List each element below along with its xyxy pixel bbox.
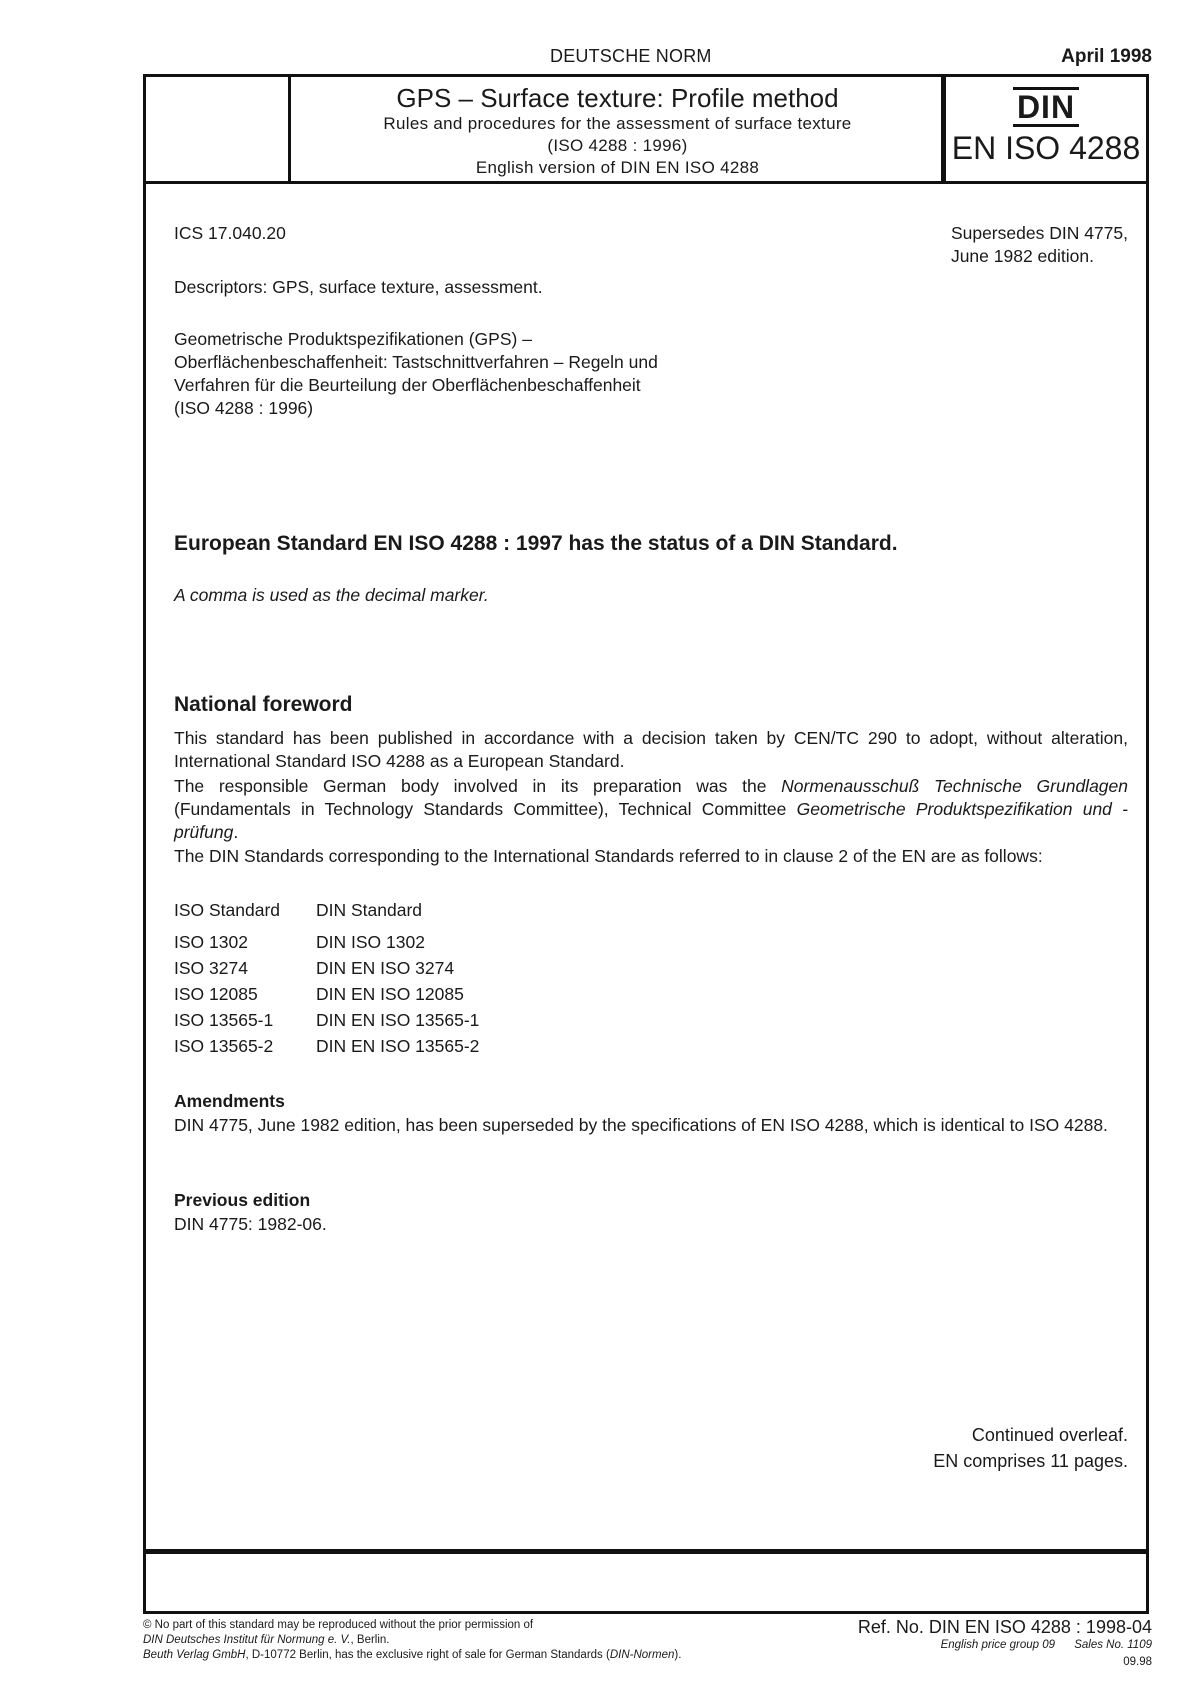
din-standard-cell: DIN ISO 1302 bbox=[316, 932, 425, 952]
iso-standard-cell: ISO 1302 bbox=[174, 932, 248, 952]
din-standard-cell: DIN EN ISO 13565-2 bbox=[316, 1036, 480, 1056]
german-title: Geometrische Produktspezifikationen (GPS) – Oberflächenbeschaffenheit: Tastschnittverfahren – Regeln und Verfahren für die Beurteilung der Oberflächenbeschaffenheit (ISO 4288 : 1996) bbox=[174, 329, 658, 418]
iso-standard-cell: ISO 13565-1 bbox=[174, 1010, 274, 1030]
document-subtitle: Rules and procedures for the assessment of surface texture bbox=[383, 114, 852, 133]
standard-number: EN ISO 4288 bbox=[951, 130, 1141, 166]
din-standard-cell: DIN EN ISO 13565-1 bbox=[316, 1010, 480, 1030]
frame-bottom-box bbox=[143, 1554, 1149, 1614]
reference-block bbox=[858, 1616, 1152, 1671]
decimal-note: A comma is used as the decimal marker. bbox=[174, 585, 489, 605]
table-row bbox=[174, 1035, 1128, 1061]
iso-standard-cell: ISO 3274 bbox=[174, 958, 248, 978]
supersedes-note: Supersedes DIN 4775, June 1982 edition. bbox=[950, 223, 1128, 266]
copyright-notice: © No part of this standard may be reproduced without the prior permission of DIN Deutsches Institut für Normung e. V., Berlin. Beuth Verlag GmbH, D-10772 Berlin, has the exclusive right of sale for German Standards (DIN-Normen). bbox=[143, 1619, 682, 1661]
english-version-note: English version of DIN EN ISO 4288 bbox=[475, 158, 760, 177]
iso-standard-cell: ISO 12085 bbox=[174, 984, 258, 1004]
column-header: DIN Standard bbox=[316, 900, 423, 920]
foreword-paragraph-2: The responsible German body involved in its preparation was the Normenausschuß Technische Grundlagen (Fundamentals in Technology Standards Committee), Technical Committee Geometrische Produktspezifikation und -prüfung. bbox=[174, 776, 1128, 842]
din-standard-cell: DIN EN ISO 3274 bbox=[316, 958, 455, 978]
table-row bbox=[174, 931, 1128, 957]
foreword-paragraph-1: This standard has been published in accordance with a decision taken by CEN/TC 290 to adopt, without alteration, International Standard ISO 4288 as a European Standard. bbox=[174, 728, 1128, 771]
price-and-sales: English price group 09 Sales No. 1109 bbox=[940, 1639, 1152, 1651]
continued-note: Continued overleaf. EN comprises 11 pages. bbox=[933, 1425, 1128, 1471]
reference-number: Ref. No. DIN EN ISO 4288 : 1998-04 bbox=[857, 1617, 1152, 1637]
iso-standard-cell: ISO 13565-2 bbox=[174, 1036, 274, 1056]
din-logo: DIN bbox=[1013, 87, 1079, 127]
amendments-heading: Amendments bbox=[174, 1091, 285, 1111]
descriptors: Descriptors: GPS, surface texture, assessment. bbox=[174, 277, 543, 297]
publication-date: April 1998 bbox=[1061, 46, 1152, 67]
foreword-paragraph-3: The DIN Standards corresponding to the International Standards referred to in clause 2 of the EN are as follows: bbox=[174, 846, 1043, 866]
din-standard-cell: DIN EN ISO 12085 bbox=[316, 984, 464, 1004]
previous-edition-text: DIN 4775: 1982-06. bbox=[174, 1214, 327, 1234]
status-statement: European Standard EN ISO 4288 : 1997 has the status of a DIN Standard. bbox=[174, 532, 898, 555]
table-row bbox=[174, 1009, 1128, 1035]
table-header-row bbox=[174, 899, 1128, 931]
previous-edition-heading: Previous edition bbox=[174, 1190, 311, 1210]
document-type-label: DEUTSCHE NORM bbox=[550, 46, 712, 66]
amendments-text: DIN 4775, June 1982 edition, has been superseded by the specifications of EN ISO 4288, which is identical to ISO 4288. bbox=[174, 1115, 1108, 1135]
iso-reference: (ISO 4288 : 1996) bbox=[547, 136, 688, 155]
national-foreword-heading: National foreword bbox=[174, 693, 353, 716]
header-title-cell bbox=[288, 74, 944, 184]
header-logo-cell bbox=[941, 74, 1149, 184]
header-blank-cell bbox=[143, 74, 288, 184]
ics-code: ICS 17.040.20 bbox=[174, 223, 286, 243]
standards-table bbox=[174, 899, 1128, 1061]
table-row bbox=[174, 957, 1128, 983]
table-row bbox=[174, 983, 1128, 1009]
print-date: 09.98 bbox=[1123, 1656, 1152, 1668]
column-header: ISO Standard bbox=[174, 900, 281, 920]
document-title: GPS – Surface texture: Profile method bbox=[396, 83, 839, 113]
